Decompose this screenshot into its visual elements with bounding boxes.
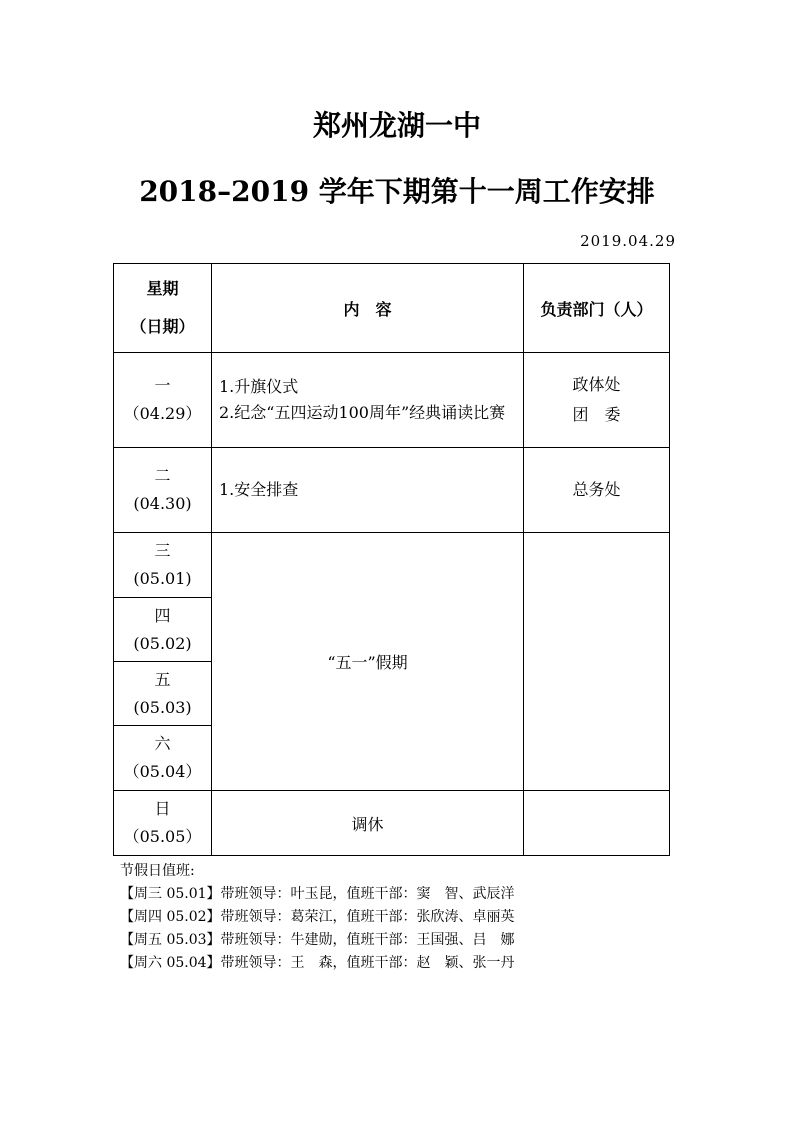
content-cell: [212, 791, 524, 856]
duty-line: 【周三 05.01】带班领导：叶玉昆，值班干部：窦 智、武辰洋: [120, 886, 515, 902]
table-row: [114, 791, 670, 856]
header-dept-cell: [524, 264, 670, 353]
document-date: 2019.04.29: [580, 232, 676, 250]
day-cell: [114, 791, 212, 856]
day-name: 五: [154, 669, 171, 689]
header-content-cell: [212, 264, 524, 353]
duty-line: 【周六 05.04】带班领导：王 森，值班干部：赵 颖、张一丹: [120, 955, 515, 971]
table-row: [114, 353, 670, 448]
header-date-label: （日期）: [130, 317, 195, 336]
content-item: 1.升旗仪式: [219, 377, 299, 396]
day-date: (04.30): [133, 494, 192, 513]
dept-name: 团 委: [572, 405, 621, 424]
duty-line: 【周四 05.02】带班领导：葛荣江，值班干部：张欣涛、卓丽英: [120, 909, 515, 925]
table-header-row: [114, 264, 670, 353]
day-name: 日: [154, 799, 171, 818]
day-cell: [114, 726, 212, 791]
day-name: 六: [154, 734, 171, 753]
header-dept-label: 负责部门（人）: [540, 299, 653, 319]
dept-cell: [524, 353, 670, 448]
day-date: （05.04）: [123, 762, 202, 781]
dept-cell: [524, 448, 670, 533]
day-cell: [114, 598, 212, 662]
table-row: [114, 448, 670, 533]
dept-name: 政体处: [572, 375, 621, 394]
weekly-schedule-table: [113, 263, 670, 856]
day-date: （05.05）: [123, 827, 202, 846]
day-cell: [114, 448, 212, 533]
day-date: （04.29）: [123, 404, 202, 423]
header-day-cell: [114, 264, 212, 353]
content-item: 调休: [351, 814, 384, 834]
holiday-duty-list: [120, 860, 515, 975]
day-cell: [114, 662, 212, 726]
day-name: 四: [154, 605, 171, 625]
content-cell: [212, 448, 524, 533]
header-content-label: 内 容: [343, 299, 392, 319]
content-item: 2.纪念“五四运动100周年”经典诵读比赛: [219, 403, 506, 422]
day-date: (05.01): [133, 569, 192, 588]
holiday-label: “五一”假期: [327, 653, 408, 672]
content-item: 1.安全排查: [219, 480, 299, 499]
day-cell: [114, 353, 212, 448]
duty-heading: 节假日值班:: [120, 863, 195, 879]
schedule-title: 2018–2019 学年下期第十一周工作安排: [139, 175, 655, 208]
duty-line: 【周五 05.03】带班领导：牛建勋，值班干部：王国强、吕 娜: [120, 932, 515, 948]
header-day-label: 星期: [146, 279, 179, 298]
day-name: 一: [154, 376, 171, 395]
day-cell: [114, 533, 212, 598]
dept-name: 总务处: [572, 480, 621, 499]
holiday-cell: [212, 533, 524, 791]
school-title: 郑州龙湖一中: [312, 109, 481, 142]
holiday-dept-cell: [524, 533, 670, 791]
dept-cell: [524, 791, 670, 856]
table-row: [114, 533, 670, 598]
day-name: 二: [154, 466, 171, 485]
day-date: (05.02): [133, 633, 192, 653]
content-cell: [212, 353, 524, 448]
day-date: (05.03): [133, 697, 192, 717]
day-name: 三: [154, 541, 171, 560]
